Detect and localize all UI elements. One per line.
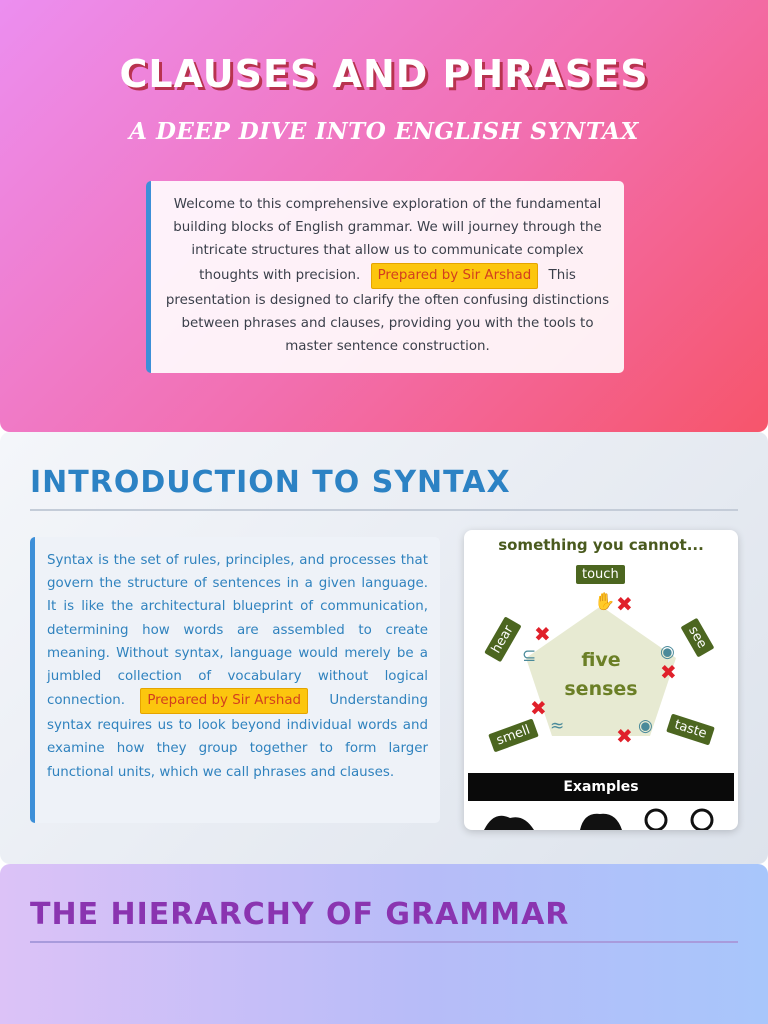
page-subtitle: A DEEP DIVE INTO ENGLISH SYNTAX — [129, 118, 639, 145]
example-icon-4 — [692, 810, 712, 830]
tongue-icon: ◉ — [638, 716, 653, 736]
hierarchy-divider — [30, 941, 738, 943]
syntax-heading: INTRODUCTION TO SYNTAX — [30, 465, 511, 500]
center-line-senses: senses — [564, 678, 638, 700]
hero-section — [0, 0, 768, 432]
examples-icons — [464, 806, 738, 830]
example-icon-1 — [484, 816, 534, 830]
author-badge: Prepared by Sir Arshad — [140, 688, 308, 714]
example-icon-3 — [646, 810, 666, 830]
ear-icon: ⊆ — [522, 646, 537, 666]
label-smell: smell — [488, 719, 538, 753]
syntax-text-before: Syntax is the set of rules, principles, and processes that govern the structure of sentences in a given language. It is like the architectural blueprint of communication, determining how words are assembled to create meaning. Without syntax, language would merely be a jumbled collection of vocabulary without logical connection. — [47, 553, 428, 709]
senses-image-title: something you cannot... — [498, 536, 704, 554]
syntax-divider — [30, 509, 738, 511]
syntax-text-after: Understanding syntax requires us to look beyond individual words and examine how they group together to form larger functional units, which we call phrases and clauses. — [47, 693, 428, 780]
senses-center-text — [544, 646, 658, 704]
label-see: see — [680, 618, 714, 658]
x-mark-icon: ✖ — [660, 660, 677, 684]
center-line-five: five — [581, 649, 621, 671]
syntax-text-card — [30, 537, 440, 823]
eye-icon: ◉ — [660, 642, 675, 662]
hierarchy-section — [0, 864, 768, 1024]
intro-text-after: This presentation is designed to clarify the often confusing distinctions between phrases and clauses, providing you with the tools to master sentence construction. — [165, 267, 610, 355]
x-mark-icon: ✖ — [616, 592, 633, 616]
intro-card — [146, 181, 624, 373]
page-title: CLAUSES AND PHRASES — [119, 52, 649, 96]
author-badge: Prepared by Sir Arshad — [371, 263, 539, 289]
intro-text-before: Welcome to this comprehensive exploration of the fundamental building blocks of English grammar. We will journey through the intricate structures that allow us to communicate complex thoughts with precision. — [173, 197, 602, 283]
nose-icon: ≈ — [550, 716, 565, 736]
five-senses-image — [464, 530, 738, 830]
x-mark-icon: ✖ — [534, 622, 551, 646]
hierarchy-heading: THE HIERARCHY OF GRAMMAR — [30, 897, 570, 932]
example-icon-2 — [580, 814, 622, 830]
examples-bar: Examples — [468, 773, 734, 801]
hand-icon: ✋ — [594, 592, 616, 612]
label-hear: hear — [484, 617, 521, 662]
label-taste: taste — [666, 714, 715, 746]
label-touch: touch — [576, 565, 625, 584]
x-mark-icon: ✖ — [616, 724, 633, 748]
x-mark-icon: ✖ — [530, 696, 547, 720]
